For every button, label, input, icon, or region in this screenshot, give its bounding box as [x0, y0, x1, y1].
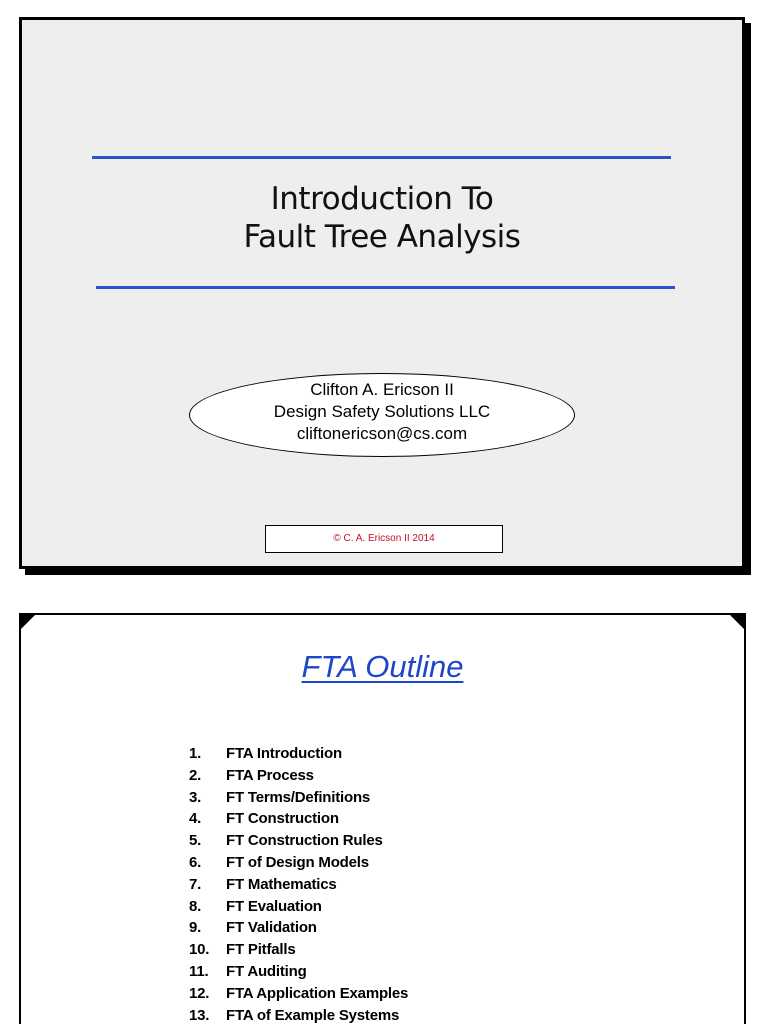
outline-item-number: 11.	[189, 962, 209, 980]
outline-item-label: FT Mathematics	[226, 875, 337, 893]
outline-item	[189, 852, 408, 874]
outline-item-label: FTA of Example Systems	[226, 1006, 400, 1024]
title-rule-bottom	[96, 286, 675, 289]
outline-item-label: FTA Introduction	[226, 745, 342, 762]
outline-item-label: FTA Process	[226, 766, 314, 784]
author-ellipse	[189, 373, 575, 457]
outline-item-label: FT Terms/Definitions	[226, 788, 371, 806]
outline-item-label: FTA Application Examples	[226, 984, 409, 1002]
outline-item	[189, 787, 408, 809]
author-name: Clifton A. Ericson II	[310, 380, 454, 399]
outline-item	[189, 961, 408, 983]
outline-item-label: FT Construction	[226, 810, 339, 828]
outline-item	[189, 830, 408, 852]
outline-item-label: FT Pitfalls	[226, 941, 296, 959]
outline-item	[189, 808, 408, 830]
outline-item-label: FT Validation	[226, 919, 317, 937]
outline-item	[189, 983, 408, 1005]
outline-item-number: 3.	[189, 788, 202, 806]
outline-item	[189, 1005, 408, 1024]
outline-item	[189, 896, 408, 918]
outline-item-number: 6.	[189, 853, 202, 871]
outline-item-label: FT Evaluation	[226, 897, 322, 915]
title-slide	[19, 17, 745, 569]
outline-item-number: 2.	[189, 766, 202, 784]
title-rule-top	[92, 156, 671, 159]
outline-title: FTA Outline	[301, 649, 464, 684]
title-line-1: Introduction To	[270, 181, 494, 217]
outline-item-number: 12.	[189, 984, 210, 1002]
outline-item	[189, 765, 408, 787]
slide-corner-left	[19, 613, 37, 631]
outline-list	[189, 743, 408, 1024]
outline-item	[189, 874, 408, 896]
outline-item-number: 10.	[189, 941, 210, 959]
slide-title	[22, 180, 742, 256]
outline-item-number: 1.	[189, 745, 202, 762]
author-company: Design Safety Solutions LLC	[273, 402, 491, 421]
outline-item	[189, 939, 408, 961]
outline-item-number: 5.	[189, 832, 202, 850]
slide-corner-right	[728, 613, 746, 631]
outline-item-label: FT of Design Models	[226, 853, 369, 871]
outline-item-number: 7.	[189, 875, 202, 893]
copyright-notice: © C. A. Ericson II 2014	[265, 525, 503, 553]
outline-item-number: 4.	[189, 810, 202, 828]
outline-item-number: 13.	[189, 1006, 210, 1024]
outline-item-label: FT Auditing	[226, 962, 307, 980]
outline-item-number: 9.	[189, 919, 202, 937]
outline-item	[189, 917, 408, 939]
outline-item-label: FT Construction Rules	[226, 832, 383, 850]
title-line-2: Fault Tree Analysis	[243, 219, 521, 255]
outline-slide	[19, 613, 746, 1024]
outline-item-number: 8.	[189, 897, 202, 915]
outline-item	[189, 743, 408, 765]
author-email: cliftonericson@cs.com	[296, 424, 468, 443]
